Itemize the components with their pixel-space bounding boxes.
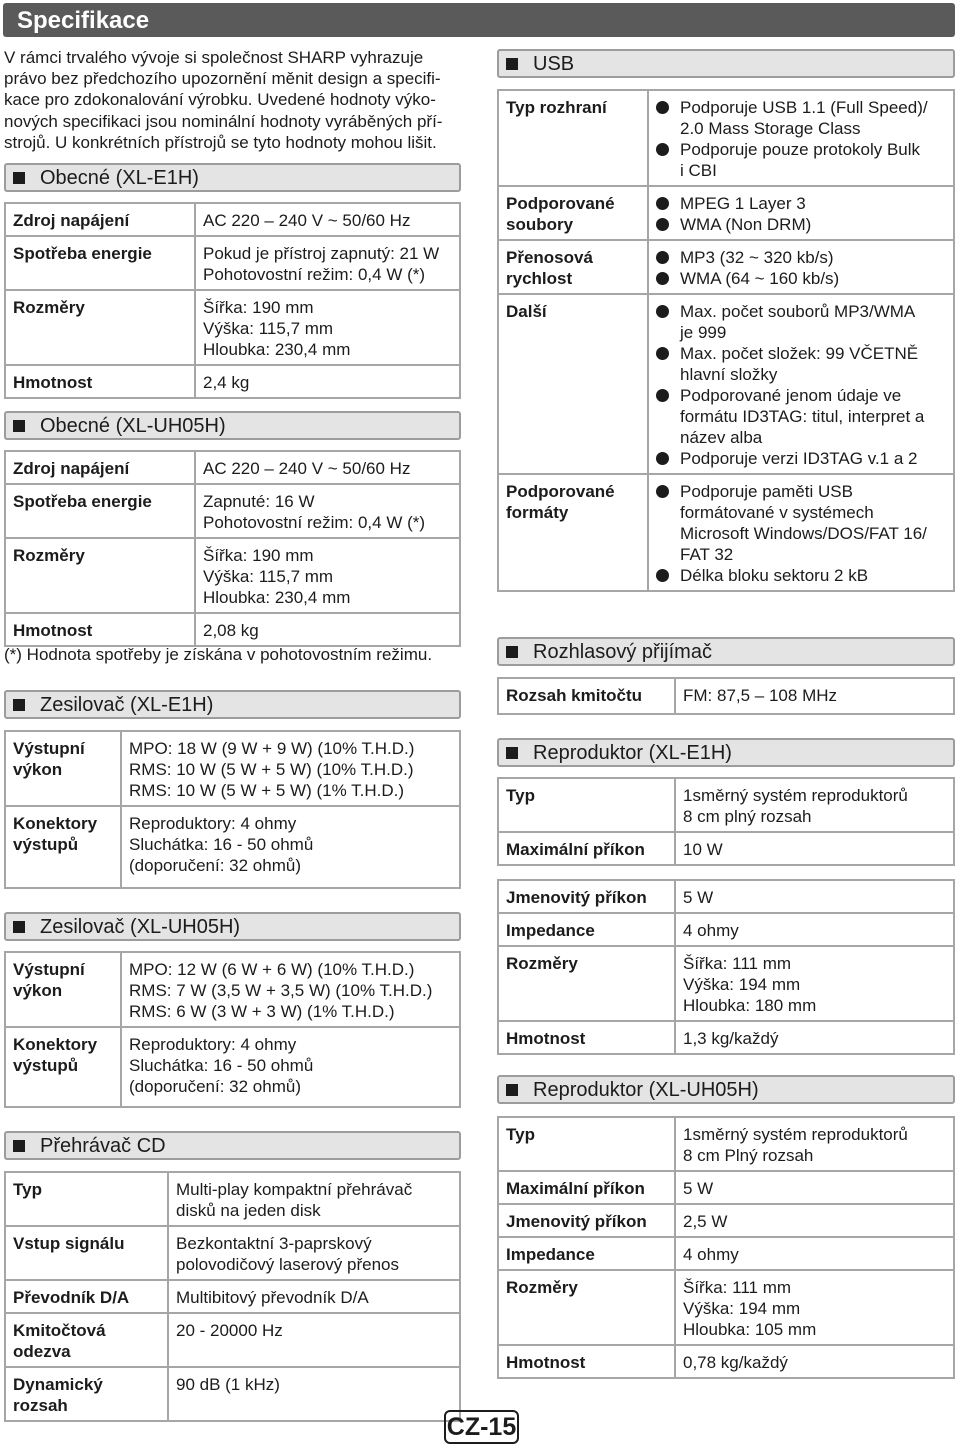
value-line: Reproduktory: 4 ohmy bbox=[129, 814, 297, 833]
table-row bbox=[498, 1021, 954, 1054]
intro-line: V rámci trvalého vývoje si společnost SHARP vyhrazuje bbox=[4, 48, 424, 67]
bullet-item bbox=[656, 385, 946, 448]
spec-value bbox=[675, 1237, 954, 1270]
section-title-text: Přehrávač CD bbox=[40, 1135, 166, 1157]
label-line: Dynamický rozsah bbox=[13, 1375, 103, 1415]
usb-table bbox=[497, 89, 955, 592]
table-row bbox=[498, 832, 954, 865]
bullet-item bbox=[656, 247, 946, 268]
bullet-item bbox=[656, 97, 946, 139]
value-line: Šířka: 190 mm bbox=[203, 298, 314, 317]
value-line: (doporučení: 32 ohmů) bbox=[129, 1077, 301, 1096]
value-line: formátované v systémech bbox=[680, 503, 874, 522]
value-line: RMS: 6 W (3 W + 3 W) (1% T.H.D.) bbox=[129, 1002, 395, 1021]
spec-value bbox=[195, 236, 460, 290]
label-line: Konektory bbox=[13, 1035, 98, 1054]
table-row bbox=[5, 613, 460, 646]
section-title-text: Reproduktor (XL-E1H) bbox=[533, 742, 732, 764]
spec-value bbox=[675, 678, 954, 714]
footnote: (*) Hodnota spotřeby je získána v pohotovostním režimu. bbox=[4, 645, 433, 664]
value-line: Podporuje pouze protokoly Bulk bbox=[680, 140, 921, 159]
spec-label: Spotřeba energie bbox=[5, 484, 195, 538]
value-line: RMS: 10 W (5 W + 5 W) (1% T.H.D.) bbox=[129, 781, 405, 800]
label-line: Impedance bbox=[506, 1245, 595, 1264]
spec-label bbox=[498, 90, 648, 186]
spec-label bbox=[5, 952, 121, 1027]
value-line: WMA (Non DRM) bbox=[680, 215, 812, 234]
spec-value bbox=[675, 880, 954, 913]
label-line: Rozměry bbox=[506, 1278, 578, 1297]
value-line: (doporučení: 32 ohmů) bbox=[129, 856, 301, 875]
general-uh05h-table bbox=[4, 450, 461, 647]
value-line: Hloubka: 230,4 mm bbox=[203, 588, 351, 607]
speaker-e1h-table-b bbox=[497, 879, 955, 1055]
section-title-text: Obecné (XL-E1H) bbox=[40, 167, 199, 189]
table-row bbox=[498, 1345, 954, 1378]
value-line: Hloubka: 230,4 mm bbox=[203, 340, 351, 359]
value-line: je 999 bbox=[680, 323, 727, 342]
spec-label bbox=[5, 731, 121, 806]
table-row bbox=[5, 203, 460, 236]
spec-value bbox=[195, 203, 460, 236]
table-row bbox=[5, 1280, 460, 1313]
spec-label: Rozměry bbox=[5, 538, 195, 613]
spec-label: Spotřeba energie bbox=[5, 236, 195, 290]
table-row bbox=[498, 90, 954, 186]
spec-value bbox=[675, 913, 954, 946]
spec-value bbox=[675, 1117, 954, 1171]
table-row bbox=[498, 240, 954, 294]
value-line: Reproduktory: 4 ohmy bbox=[129, 1035, 297, 1054]
value-line: Výška: 194 mm bbox=[683, 975, 801, 994]
value-line: MPO: 18 W (9 W + 9 W) (10% T.H.D.) bbox=[129, 739, 415, 758]
bullet-item bbox=[656, 301, 946, 343]
section-title-text: Zesilovač (XL-UH05H) bbox=[40, 916, 241, 938]
spec-value bbox=[648, 294, 954, 474]
spec-value bbox=[648, 474, 954, 591]
table-row bbox=[498, 474, 954, 591]
value-line: Podporované jenom údaje ve bbox=[680, 386, 902, 405]
section-usb-title bbox=[497, 49, 955, 78]
value-line: Šířka: 190 mm bbox=[203, 546, 314, 565]
label-line: Hmotnost bbox=[506, 1353, 586, 1372]
section-title-text: Obecné (XL-UH05H) bbox=[40, 415, 226, 437]
spec-value bbox=[675, 1345, 954, 1378]
spec-label bbox=[5, 806, 121, 888]
section-title-text: Zesilovač (XL-E1H) bbox=[40, 694, 214, 716]
spec-label bbox=[498, 1345, 675, 1378]
value-line: disků na jeden disk bbox=[176, 1201, 321, 1220]
label-line: Typ rozhraní bbox=[506, 98, 607, 117]
label-line: výkon bbox=[13, 760, 63, 779]
table-row bbox=[498, 1204, 954, 1237]
value-line: Šířka: 111 mm bbox=[683, 954, 792, 973]
section-cd-title bbox=[4, 1131, 461, 1160]
value-line: 2,08 kg bbox=[203, 621, 259, 640]
section-title-text: Reproduktor (XL-UH05H) bbox=[533, 1079, 759, 1101]
value-line: 0,78 kg/každý bbox=[683, 1353, 788, 1372]
spec-label bbox=[498, 294, 648, 474]
label-line: Konektory bbox=[13, 814, 98, 833]
value-line: WMA (64 ~ 160 kb/s) bbox=[680, 269, 840, 288]
table-row bbox=[5, 484, 460, 538]
label-line: Maximální příkon bbox=[506, 1179, 645, 1198]
label-line: výstupů bbox=[13, 835, 79, 854]
value-line: RMS: 7 W (3,5 W + 3,5 W) (10% T.H.D.) bbox=[129, 981, 433, 1000]
label-line: výstupů bbox=[13, 1056, 79, 1075]
spec-label: Zdroj napájení bbox=[5, 451, 195, 484]
label-line: Další bbox=[506, 302, 547, 321]
spec-value bbox=[675, 832, 954, 865]
table-row bbox=[5, 1172, 460, 1226]
spec-label bbox=[5, 1172, 168, 1226]
label-line: Jmenovitý příkon bbox=[506, 1212, 647, 1231]
value-line: Hloubka: 105 mm bbox=[683, 1320, 817, 1339]
general-e1h-table bbox=[4, 202, 461, 399]
value-line: Multi-play kompaktní přehrávač bbox=[176, 1180, 413, 1199]
value-line: Šířka: 111 mm bbox=[683, 1278, 792, 1297]
label-line: Výstupní bbox=[13, 960, 85, 979]
intro-line: právo bez předchozího upozornění měnit design a specifi- bbox=[4, 69, 441, 89]
bullet-item bbox=[656, 343, 946, 385]
label-line: Podporované bbox=[506, 194, 615, 213]
bullet-item bbox=[656, 214, 946, 235]
table-row bbox=[498, 946, 954, 1021]
spec-label: Hmotnost bbox=[5, 365, 195, 398]
value-line: 20 - 20000 Hz bbox=[176, 1321, 283, 1340]
label-line: Výstupní bbox=[13, 739, 85, 758]
value-line: Podporuje verzi ID3TAG v.1 a 2 bbox=[680, 449, 918, 468]
spec-value bbox=[168, 1280, 460, 1313]
radio-table bbox=[497, 677, 955, 715]
value-line: i CBI bbox=[680, 161, 717, 180]
value-line: Max. počet souborů MP3/WMA bbox=[680, 302, 916, 321]
spec-label bbox=[498, 1237, 675, 1270]
value-line: Max. počet složek: 99 VČETNĚ bbox=[680, 344, 919, 363]
value-line: 4 ohmy bbox=[683, 921, 739, 940]
spec-label bbox=[498, 1171, 675, 1204]
value-line: AC 220 – 240 V ~ 50/60 Hz bbox=[203, 459, 411, 478]
spec-label bbox=[498, 1270, 675, 1345]
speaker-e1h-table-a bbox=[497, 777, 955, 866]
label-line: Hmotnost bbox=[506, 1029, 586, 1048]
table-row bbox=[498, 678, 954, 714]
section-title-text: Rozhlasový přijímač bbox=[533, 641, 712, 663]
spec-value bbox=[121, 806, 460, 888]
spec-value bbox=[675, 1171, 954, 1204]
spec-label bbox=[5, 1226, 168, 1280]
table-row bbox=[498, 186, 954, 240]
cd-table bbox=[4, 1171, 461, 1422]
value-line: 1,3 kg/každý bbox=[683, 1029, 779, 1048]
value-line: 5 W bbox=[683, 888, 714, 907]
table-row bbox=[5, 538, 460, 613]
table-row bbox=[5, 952, 460, 1027]
value-line: Výška: 115,7 mm bbox=[203, 567, 334, 586]
page-number: CZ-15 bbox=[444, 1410, 519, 1444]
value-line: FAT 32 bbox=[680, 545, 734, 564]
spec-value bbox=[648, 186, 954, 240]
spec-value bbox=[195, 451, 460, 484]
spec-value bbox=[675, 946, 954, 1021]
spec-label bbox=[5, 1027, 121, 1107]
bullet-item bbox=[656, 139, 946, 181]
spec-value bbox=[168, 1313, 460, 1367]
value-line: Pohotovostní režim: 0,4 W (*) bbox=[203, 265, 426, 284]
label-line: Typ bbox=[506, 786, 535, 805]
value-line: Bezkontaktní 3-paprskový bbox=[176, 1234, 372, 1253]
value-line: Délka bloku sektoru 2 kB bbox=[680, 566, 869, 585]
value-line: hlavní složky bbox=[680, 365, 778, 384]
value-line: 90 dB (1 kHz) bbox=[176, 1375, 280, 1394]
spec-value bbox=[121, 1027, 460, 1107]
table-row bbox=[5, 1027, 460, 1107]
value-line: MPEG 1 Layer 3 bbox=[680, 194, 806, 213]
value-line: 5 W bbox=[683, 1179, 714, 1198]
section-general-e1h-title bbox=[4, 163, 461, 192]
value-line: Sluchátka: 16 - 50 ohmů bbox=[129, 835, 314, 854]
label-line: formáty bbox=[506, 503, 569, 522]
value-line: Hloubka: 180 mm bbox=[683, 996, 817, 1015]
spec-value bbox=[675, 1021, 954, 1054]
value-line: 1směrný systém reproduktorů bbox=[683, 1125, 908, 1144]
spec-value bbox=[675, 1204, 954, 1237]
label-line: výkon bbox=[13, 981, 63, 1000]
speaker-uh05h-table bbox=[497, 1116, 955, 1379]
spec-label bbox=[498, 1204, 675, 1237]
page-title-text: Specifikace bbox=[17, 7, 150, 34]
spec-label bbox=[498, 1117, 675, 1171]
section-title-text: USB bbox=[533, 53, 575, 75]
value-line: 2,4 kg bbox=[203, 373, 250, 392]
value-line: Sluchátka: 16 - 50 ohmů bbox=[129, 1056, 314, 1075]
table-row bbox=[5, 731, 460, 806]
label-line: Maximální příkon bbox=[506, 840, 645, 859]
spec-value bbox=[648, 90, 954, 186]
spec-value bbox=[648, 240, 954, 294]
value-line: 8 cm Plný rozsah bbox=[683, 1146, 814, 1165]
spec-label bbox=[498, 678, 675, 714]
table-row bbox=[5, 1226, 460, 1280]
value-line: Microsoft Windows/DOS/FAT 16/ bbox=[680, 524, 927, 543]
section-speaker-e1h-title bbox=[497, 738, 955, 767]
value-line: Zapnuté: 16 W bbox=[203, 492, 315, 511]
table-row bbox=[5, 806, 460, 888]
section-amp-e1h-title bbox=[4, 690, 461, 719]
label-line: Podporované bbox=[506, 482, 615, 501]
value-line: formátu ID3TAG: titul, interpret a bbox=[680, 407, 925, 426]
label-line: Kmitočtová bbox=[13, 1321, 106, 1340]
value-line: Podporuje USB 1.1 (Full Speed)/ bbox=[680, 98, 928, 117]
spec-label bbox=[498, 474, 648, 591]
spec-value bbox=[675, 778, 954, 832]
table-row bbox=[498, 1237, 954, 1270]
value-line: Výška: 194 mm bbox=[683, 1299, 801, 1318]
spec-label bbox=[498, 946, 675, 1021]
value-line: AC 220 – 240 V ~ 50/60 Hz bbox=[203, 211, 411, 230]
bullet-item bbox=[656, 268, 946, 289]
spec-value bbox=[121, 952, 460, 1027]
table-row bbox=[498, 880, 954, 913]
label-line: soubory bbox=[506, 215, 574, 234]
spec-value bbox=[195, 613, 460, 646]
spec-label: Rozměry bbox=[5, 290, 195, 365]
spec-label bbox=[5, 1367, 168, 1421]
spec-value bbox=[195, 484, 460, 538]
spec-value bbox=[195, 290, 460, 365]
label-line: Jmenovitý příkon bbox=[506, 888, 647, 907]
value-line: MP3 (32 ~ 320 kb/s) bbox=[680, 248, 834, 267]
value-line: 4 ohmy bbox=[683, 1245, 739, 1264]
table-row bbox=[498, 1171, 954, 1204]
label-line: Impedance bbox=[506, 921, 595, 940]
spec-label: Hmotnost bbox=[5, 613, 195, 646]
table-row bbox=[498, 1117, 954, 1171]
label-line: Rozsah kmitočtu bbox=[506, 686, 643, 705]
amp-uh05h-table bbox=[4, 951, 461, 1108]
spec-value bbox=[168, 1367, 460, 1421]
table-row bbox=[498, 1270, 954, 1345]
table-row bbox=[5, 236, 460, 290]
table-row bbox=[5, 365, 460, 398]
value-line: FM: 87,5 – 108 MHz bbox=[683, 686, 838, 705]
value-line: Pohotovostní režim: 0,4 W (*) bbox=[203, 513, 426, 532]
label-line: Převodník D/A bbox=[13, 1288, 130, 1307]
intro-paragraph bbox=[4, 47, 464, 153]
value-line: 1směrný systém reproduktorů bbox=[683, 786, 908, 805]
spec-label bbox=[5, 1313, 168, 1367]
value-line: Podporuje paměti USB bbox=[680, 482, 853, 501]
value-line: 2,5 W bbox=[683, 1212, 728, 1231]
value-line: 8 cm plný rozsah bbox=[683, 807, 812, 826]
label-line: Přenosová bbox=[506, 248, 593, 267]
page-title bbox=[3, 3, 955, 37]
table-row bbox=[498, 778, 954, 832]
value-line: 10 W bbox=[683, 840, 723, 859]
bullet-item bbox=[656, 448, 946, 469]
intro-line: nových specifikaci jsou nominální hodnoty vyráběných pří- bbox=[4, 111, 443, 131]
value-line: Pokud je přístroj zapnutý: 21 W bbox=[203, 244, 440, 263]
label-line: odezva bbox=[13, 1342, 71, 1361]
bullet-item bbox=[656, 565, 946, 586]
spec-label bbox=[498, 832, 675, 865]
spec-value bbox=[168, 1172, 460, 1226]
value-line: Multibitový převodník D/A bbox=[176, 1288, 369, 1307]
spec-label bbox=[498, 1021, 675, 1054]
spec-label bbox=[498, 778, 675, 832]
value-line: MPO: 12 W (6 W + 6 W) (10% T.H.D.) bbox=[129, 960, 415, 979]
table-row bbox=[5, 1367, 460, 1421]
table-row bbox=[5, 451, 460, 484]
spec-label bbox=[498, 240, 648, 294]
spec-value bbox=[168, 1226, 460, 1280]
spec-label bbox=[5, 1280, 168, 1313]
spec-label bbox=[498, 880, 675, 913]
spec-value bbox=[121, 731, 460, 806]
label-line: Vstup signálu bbox=[13, 1234, 125, 1253]
table-row bbox=[5, 1313, 460, 1367]
intro-line: strojů. U konkrétních přístrojů se tyto hodnoty mohou lišit. bbox=[4, 132, 437, 152]
spec-value bbox=[195, 538, 460, 613]
value-line: název alba bbox=[680, 428, 763, 447]
value-line: Výška: 115,7 mm bbox=[203, 319, 334, 338]
bullet-item bbox=[656, 193, 946, 214]
table-row bbox=[498, 913, 954, 946]
value-line: polovodičový laserový přenos bbox=[176, 1255, 400, 1274]
table-row bbox=[498, 294, 954, 474]
label-line: Rozměry bbox=[506, 954, 578, 973]
spec-label bbox=[498, 913, 675, 946]
label-line: rychlost bbox=[506, 269, 573, 288]
section-amp-uh05h-title bbox=[4, 912, 461, 941]
intro-line: kace pro zdokonalování výrobku. Uvedené hodnoty výko- bbox=[4, 90, 436, 110]
section-radio-title bbox=[497, 637, 955, 666]
spec-label bbox=[498, 186, 648, 240]
section-general-uh05h-title bbox=[4, 411, 461, 440]
spec-value bbox=[675, 1270, 954, 1345]
spec-label: Zdroj napájení bbox=[5, 203, 195, 236]
amp-e1h-table bbox=[4, 730, 461, 889]
label-line: Typ bbox=[13, 1180, 42, 1199]
value-line: 2.0 Mass Storage Class bbox=[680, 119, 861, 138]
section-speaker-uh05h-title bbox=[497, 1075, 955, 1104]
bullet-item bbox=[656, 481, 946, 565]
label-line: Typ bbox=[506, 1125, 535, 1144]
spec-value bbox=[195, 365, 460, 398]
value-line: RMS: 10 W (5 W + 5 W) (10% T.H.D.) bbox=[129, 760, 414, 779]
table-row bbox=[5, 290, 460, 365]
